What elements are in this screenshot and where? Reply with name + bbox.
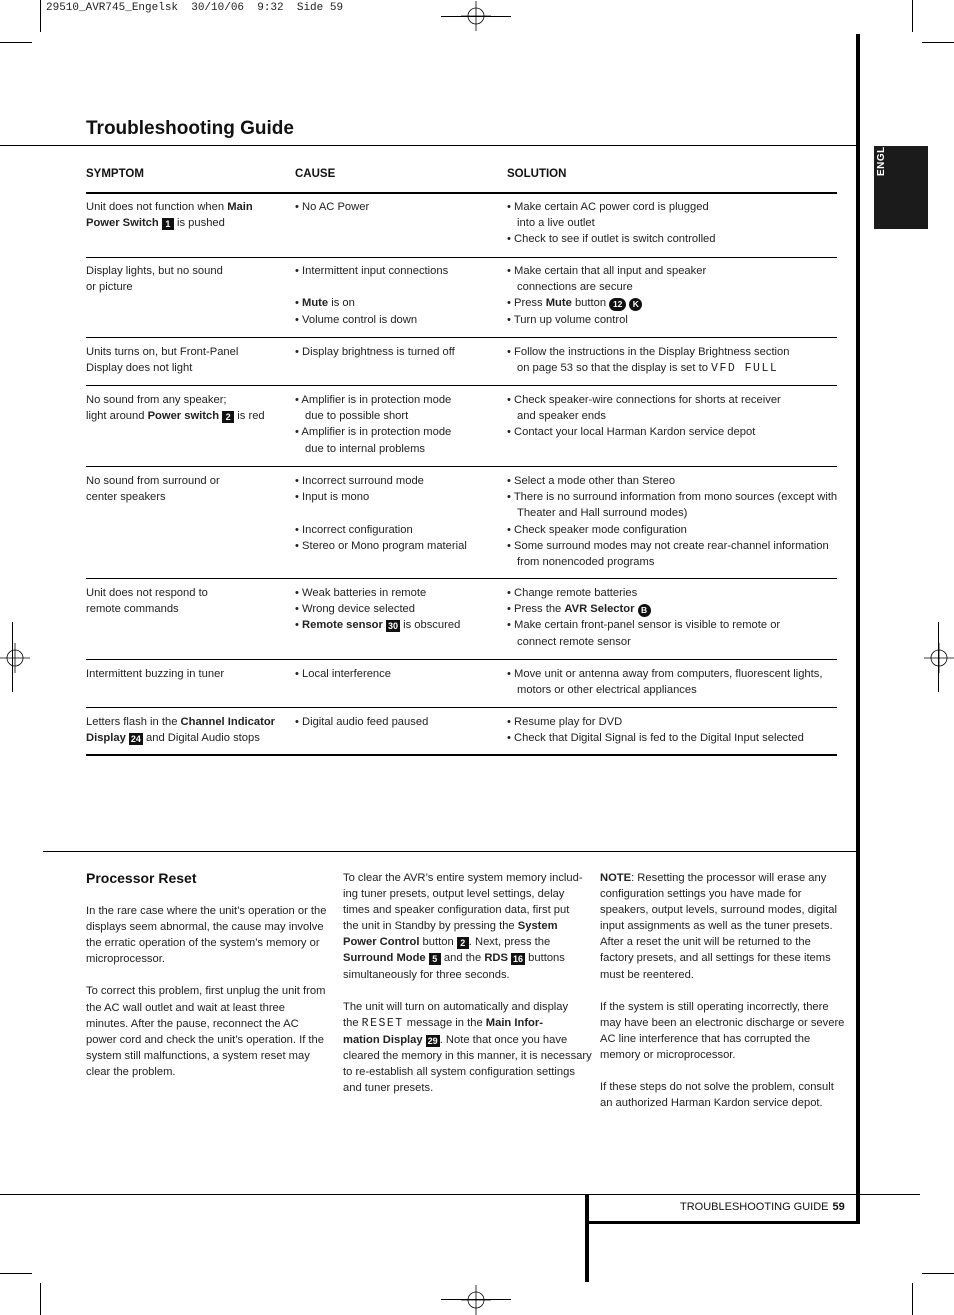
text-line: • Incorrect configuration <box>295 523 413 536</box>
text-line: Intermittent buzzing in tuner <box>86 668 225 680</box>
crop-mark <box>912 1283 913 1315</box>
text-line: remote commands <box>86 603 179 616</box>
remote-button-callout: B <box>638 604 651 617</box>
text-line: The unit will turn on automatically and display <box>343 1000 569 1013</box>
text-line: • Display brightness is turned off <box>295 346 455 358</box>
remote-button-callout: 12 <box>609 298 626 311</box>
line-gap <box>343 983 588 999</box>
text-line: • Make certain front-panel sensor is visible to remote or <box>507 619 781 632</box>
text-run: and Digital Audio stops <box>142 732 260 745</box>
table-cell-solution <box>507 666 822 698</box>
text-run: . Next, press the <box>468 936 551 949</box>
line-gap <box>295 505 467 521</box>
right-margin-rule <box>856 34 860 1224</box>
text-line: • Check speaker-wire connections for shorts at receiver <box>507 394 781 406</box>
text-line: configuration settings you have made for <box>600 888 802 901</box>
text-line <box>507 295 706 311</box>
text-run: • Press <box>507 297 546 310</box>
text-line <box>86 199 253 215</box>
section-title: Processor Reset <box>86 870 197 886</box>
text-line: center speakers <box>86 491 166 504</box>
table-cell-solution <box>507 585 780 650</box>
table-cell-cause <box>295 714 428 730</box>
text-line: • Incorrect surround mode <box>295 475 424 487</box>
text-line: • Follow the instructions in the Display Brightness section <box>507 346 790 358</box>
crop-mark <box>922 1273 954 1274</box>
text-line: • Check speaker mode configuration <box>507 523 687 536</box>
remote-button-callout: K <box>629 298 642 311</box>
text-line <box>507 601 780 617</box>
text-line: an authorized Harman Kardon service depot. <box>600 1097 823 1110</box>
text-line: cleared the memory in this manner, it is necessary <box>343 1050 592 1063</box>
text-line: may have been an electronic discharge or severe <box>600 1016 845 1029</box>
text-line: • Make certain AC power cord is plugged <box>507 201 709 213</box>
line-gap <box>295 279 448 295</box>
text-line: Unit does not respond to <box>86 587 208 599</box>
bold-term: RDS <box>484 952 508 965</box>
text-line: Theater and Hall surround modes) <box>517 507 688 520</box>
processor-reset-column-1 <box>86 903 331 1080</box>
text-line: motors or other electrical appliances <box>517 684 697 697</box>
bold-term: AVR Selector <box>564 603 635 616</box>
print-header: 29510_AVR745_Engelsk 30/10/06 9:32 Side 59 <box>46 2 344 14</box>
table-cell-cause <box>295 263 448 328</box>
text-line: into a live outlet <box>517 217 595 230</box>
table-cell-symptom <box>86 392 265 424</box>
text-line: speakers, output levels, surround modes, digital <box>600 904 837 917</box>
table-cell-solution <box>507 392 781 441</box>
reference-number-badge: 5 <box>429 953 441 965</box>
text-line <box>507 360 790 377</box>
bold-term: Remote sensor <box>302 619 383 632</box>
table-cell-symptom <box>86 585 208 617</box>
text-run: • Press the <box>507 603 565 616</box>
reference-number-badge: 1 <box>162 218 174 230</box>
text-line: input assignments as well as the tuner presets. <box>600 920 833 933</box>
display-message: VFD FULL <box>711 362 779 376</box>
text-line: • Volume control is down <box>295 313 418 326</box>
crop-mark <box>40 1283 41 1315</box>
footer-rule <box>0 1194 920 1195</box>
text-line: or picture <box>86 281 133 294</box>
text-line <box>600 870 845 886</box>
text-line: the erratic operation of the system’s memory or <box>86 937 320 950</box>
text-run: is red <box>234 410 265 423</box>
text-run: is obscured <box>399 619 461 632</box>
text-run: button <box>419 936 457 949</box>
text-line: and speaker ends <box>517 410 606 423</box>
text-run: and the <box>440 952 485 965</box>
text-run: light around <box>86 410 148 423</box>
text-line: • Check that Digital Signal is fed to the Digital Input selected <box>507 732 804 745</box>
text-line: No sound from surround or <box>86 475 220 487</box>
language-tab <box>874 128 928 229</box>
bold-term: Channel Indicator <box>180 716 276 728</box>
table-cell-cause <box>295 585 460 634</box>
row-divider <box>86 578 837 579</box>
table-cell-symptom <box>86 666 224 682</box>
table-cell-cause <box>295 199 369 215</box>
text-line: Display does not light <box>86 362 193 375</box>
text-line: • Input is mono <box>295 491 370 504</box>
bold-term: Main Infor- <box>485 1016 543 1029</box>
text-line: • Intermittent input connections <box>295 265 449 277</box>
text-line: • Amplifier is in protection mode <box>295 394 452 406</box>
language-tab-label: ENGLISH <box>876 128 887 176</box>
text-line: • Local interference <box>295 668 391 680</box>
text-line <box>343 934 588 950</box>
text-line: • Stereo or Mono program material <box>295 539 467 552</box>
text-line: • Move unit or antenna away from computers, fluorescent lights, <box>507 668 823 680</box>
text-line: After a reset the unit will be returned to the <box>600 936 811 949</box>
text-run: is on <box>328 297 355 310</box>
text-line: If the system is still operating incorrectly, there <box>600 1000 829 1013</box>
table-cell-solution <box>507 344 790 377</box>
line-gap <box>600 983 845 999</box>
bold-term: Main <box>227 201 253 213</box>
bold-term: Power switch <box>147 410 220 423</box>
text-line: To correct this problem, first unplug the unit from <box>86 985 326 998</box>
bold-term: Mute <box>302 297 329 310</box>
table-cell-cause <box>295 392 451 457</box>
crop-mark <box>0 42 32 43</box>
text-line: from nonencoded programs <box>517 556 655 569</box>
row-divider <box>86 385 837 386</box>
text-line <box>343 918 588 934</box>
row-divider <box>86 659 837 660</box>
text-line: • Digital audio feed paused <box>295 716 429 728</box>
table-cell-cause <box>295 473 467 554</box>
text-line <box>343 1032 588 1048</box>
text-line: AC line interference that has corrupted the <box>600 1032 811 1045</box>
text-line: • Make certain that all input and speaker <box>507 265 707 277</box>
text-line: minutes. After the pause, reconnect the AC <box>86 1017 299 1030</box>
text-line: • Resume play for DVD <box>507 716 623 728</box>
text-run: • <box>295 619 303 632</box>
reference-number-badge: 24 <box>130 734 141 745</box>
text-line: ing tuner presets, output level settings, delay <box>343 888 565 901</box>
text-line: connections are secure <box>517 281 633 294</box>
text-line: connect remote sensor <box>517 635 631 648</box>
text-line: microprocessor. <box>86 953 165 966</box>
bold-term: Surround Mode <box>343 952 426 965</box>
text-run: . Note that once you have <box>439 1033 568 1046</box>
text-line: • No AC Power <box>295 201 370 213</box>
processor-reset-column-3 <box>600 870 845 1111</box>
table-cell-symptom <box>86 263 223 295</box>
display-message: RESET <box>361 1016 404 1030</box>
row-divider <box>86 257 837 258</box>
bold-term: System <box>517 920 558 933</box>
table-cell-solution <box>507 263 706 328</box>
footer-page-rule <box>589 1221 860 1224</box>
text-run: button <box>571 297 610 310</box>
bold-term: Power Control <box>343 936 420 949</box>
table-cell-symptom <box>86 473 220 505</box>
table-cell-cause <box>295 666 391 682</box>
column-header-cause: CAUSE <box>295 168 336 180</box>
text-line: If these steps do not solve the problem, consult <box>600 1081 834 1094</box>
text-line: Units turns on, but Front-Panel <box>86 346 239 358</box>
text-line: • Some surround modes may not create rear-channel information <box>507 539 829 552</box>
text-line: • Turn up volume control <box>507 313 628 326</box>
text-run: on page 53 so that the display is set to <box>517 362 712 375</box>
text-run: • <box>295 297 303 310</box>
row-divider <box>86 754 837 756</box>
text-line: • Check to see if outlet is switch controlled <box>507 233 716 246</box>
text-line: • Weak batteries in remote <box>295 587 427 599</box>
text-line: the AC wall outlet and wait at least three <box>86 1001 286 1014</box>
text-line: • Change remote batteries <box>507 587 638 599</box>
registration-mark-icon <box>924 643 954 673</box>
text-line: times and speaker configuration data, first put <box>343 904 570 917</box>
text-line: system still malfunctions, a system reset may <box>86 1049 310 1062</box>
table-cell-symptom <box>86 714 275 746</box>
section-rule <box>43 851 858 852</box>
text-run: is pushed <box>173 217 225 230</box>
text-line: • Contact your local Harman Kardon service depot <box>507 426 756 439</box>
text-line <box>343 1015 588 1032</box>
table-cell-cause <box>295 344 455 360</box>
line-gap <box>86 967 331 983</box>
text-line <box>295 617 460 633</box>
crop-mark <box>441 1299 511 1300</box>
text-line: No sound from any speaker; <box>86 394 227 406</box>
text-line: displays seem abnormal, the cause may involve <box>86 921 324 934</box>
text-line <box>343 950 588 966</box>
table-cell-symptom <box>86 199 253 231</box>
text-line <box>295 295 448 311</box>
crop-mark <box>922 42 954 43</box>
text-line: Display lights, but no sound <box>86 265 223 277</box>
processor-reset-column-2 <box>343 870 592 1096</box>
column-header-solution: SOLUTION <box>507 168 567 180</box>
crop-mark <box>912 0 913 32</box>
row-divider <box>86 707 837 708</box>
text-line: In the rare case where the unit’s operation or the <box>86 905 327 917</box>
footer-vertical-rule <box>585 1194 589 1282</box>
text-run: Unit does not function when <box>86 201 228 213</box>
table-cell-solution <box>507 199 716 248</box>
text-run: Letters flash in the <box>86 716 181 728</box>
column-header-symptom: SYMPTOM <box>86 168 144 180</box>
text-run: the <box>343 1016 362 1029</box>
reference-number-badge: 2 <box>457 937 469 949</box>
footer-section-label: TROUBLESHOOTING GUIDE <box>680 1201 829 1213</box>
text-line: simultaneously for three seconds. <box>343 968 510 981</box>
bold-term: NOTE <box>600 872 632 884</box>
text-line: memory or microprocessor. <box>600 1049 736 1062</box>
reference-number-badge: 2 <box>222 411 234 423</box>
text-line <box>86 215 253 231</box>
registration-mark-icon <box>461 1285 491 1315</box>
text-line <box>86 730 275 746</box>
text-run: message in the <box>403 1016 486 1029</box>
text-line: due to possible short <box>305 410 409 423</box>
page-footer <box>680 1201 845 1213</box>
text-line <box>86 714 275 730</box>
crop-mark <box>0 1273 32 1274</box>
text-line: • There is no surround information from mono sources (except with <box>507 491 838 504</box>
reference-number-badge: 16 <box>513 954 524 965</box>
line-gap <box>600 1063 845 1079</box>
text-line: • Amplifier is in protection mode <box>295 426 452 439</box>
bold-term: Display <box>86 732 126 745</box>
row-divider <box>86 337 837 338</box>
text-line: to re-establish all system configuration settings <box>343 1066 575 1079</box>
text-line: must be reentered. <box>600 968 694 981</box>
header-rule <box>86 192 837 194</box>
text-line <box>86 408 265 424</box>
page-title: Troubleshooting Guide <box>86 118 294 139</box>
page-number: 59 <box>832 1201 845 1213</box>
text-line: due to internal problems <box>305 442 426 455</box>
text-line: • Wrong device selected <box>295 603 415 616</box>
bold-term: mation Display <box>343 1033 423 1046</box>
text-line: To clear the AVR’s entire system memory includ- <box>343 872 583 884</box>
text-line: and tuner presets. <box>343 1082 434 1095</box>
crop-mark <box>441 16 511 17</box>
table-cell-symptom <box>86 344 238 376</box>
bold-term: Power Switch <box>86 217 159 230</box>
bold-term: Mute <box>545 297 572 310</box>
table-cell-solution <box>507 473 837 570</box>
row-divider <box>86 466 837 467</box>
text-line: clear the problem. <box>86 1065 176 1078</box>
text-line: factory presets, and all settings for these items <box>600 952 831 965</box>
registration-mark-icon <box>0 643 30 673</box>
text-line: • Select a mode other than Stereo <box>507 475 676 487</box>
reference-number-badge: 30 <box>387 621 398 632</box>
title-rule <box>0 145 858 146</box>
text-line: power cord and check the unit’s operation. If the <box>86 1033 324 1046</box>
text-run: the unit in Standby by pressing the <box>343 920 518 933</box>
reference-number-badge: 29 <box>427 1035 438 1046</box>
text-run: buttons <box>525 952 565 965</box>
text-run: : Resetting the processor will erase any <box>631 872 827 884</box>
table-cell-solution <box>507 714 804 746</box>
crop-mark <box>40 0 41 32</box>
